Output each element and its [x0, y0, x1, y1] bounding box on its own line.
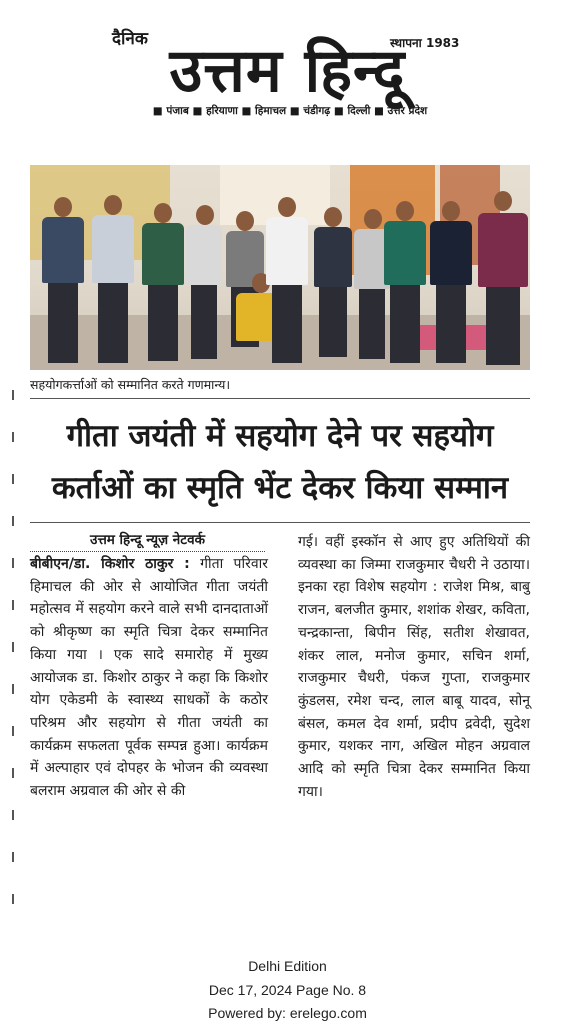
state-item: ■ उत्तर प्रदेश	[373, 105, 428, 117]
article-dateline: बीबीएन/डा. किशोर ठाकुर :	[30, 556, 190, 572]
footer-edition: Delhi Edition	[248, 958, 327, 974]
adjacent-column-edge	[12, 390, 18, 950]
byline-underline	[30, 551, 265, 552]
article-column-2	[298, 531, 530, 803]
article-paragraph	[298, 531, 530, 803]
headline-line-2: कर्ताओं का स्मृति भेंट देकर किया सम्मान	[51, 470, 509, 506]
article-text: गीता परिवार हिमाचल की ओर से आयोजित गीता जयंती महोत्सव में सहयोग करने वाले सभी दानदाताओं को श्रीकृष्ण का स्मृति चित्रा देकर सम्मानित किया गया । एक सादे समारोह में मुख्य आयोजक डा. किशोर ठाकुर ने कहा कि किशोर योग एकेडमी के स्वास्थ्य साधकों के कठोर परिश्रम और सहयोग से गीता जयंती का कार्यक्रम सफलता पूर्वक सम्पन्न हुआ। कार्यक्रम में अल्पाहार एवं दोपहर के भोजन की व्यवस्था बलराम अग्रवाल की ओर से की	[30, 556, 268, 800]
photo-caption: सहयोगकर्त्ताओं को सम्मानित करते गणमान्य।	[30, 377, 231, 392]
state-item: ■ हरियाणा	[192, 105, 238, 117]
masthead-established: स्थापना 1983	[390, 36, 460, 50]
byline: उत्तम हिन्दू न्यूज़ नेटवर्क	[90, 532, 205, 548]
state-item: ■ पंजाब	[152, 105, 189, 117]
masthead	[0, 0, 575, 150]
article-paragraph	[30, 553, 268, 803]
article-column-1	[30, 553, 268, 803]
footer-powered-by: Powered by: erelego.com	[208, 1005, 367, 1021]
footer-date-page: Dec 17, 2024 Page No. 8	[208, 982, 367, 998]
masthead-dainik: दैनिक	[112, 29, 148, 49]
divider	[30, 398, 530, 399]
headline-line-1: गीता जयंती में सहयोग देने पर सहयोग	[66, 418, 494, 454]
state-item: ■ हिमाचल	[241, 105, 287, 117]
news-photo	[30, 165, 530, 370]
masthead-states	[110, 104, 470, 118]
state-item: ■ चंडीगढ़	[289, 105, 331, 117]
masthead-title: उत्तम हिन्दू	[169, 36, 406, 106]
state-item: ■ दिल्ली	[333, 105, 371, 117]
divider	[30, 522, 530, 523]
article-text: गई। वहीं इस्कॉन से आए हुए अतिथियों की व्यवस्था का जिम्मा राजकुमार चैधरी ने उठाया। इनका रहा विशेष सहयोग : राजेश मिश्र, बाबु राजन, बलजीत कुमार, शशांक शेखर, कविता, चन्द्रकान्ता, बिपीन सिंह, सतीश शेखावत, शंकर लाल, मनोज कुमार, सचिन शर्मा, राजकुमार चैधरी, पंकज गुप्ता, राजकुमार कुंडलस, रमेश चन्द, लाल बाबू यादव, सोनू बंसल, कमल देव शर्मा, प्रदीप द्रवेदी, सुदेश कुमार, यशकर नाग, अखिल मोहन अग्रवाल आदि को स्मृति चित्रा देकर सम्मानित किया गया।	[298, 534, 530, 800]
